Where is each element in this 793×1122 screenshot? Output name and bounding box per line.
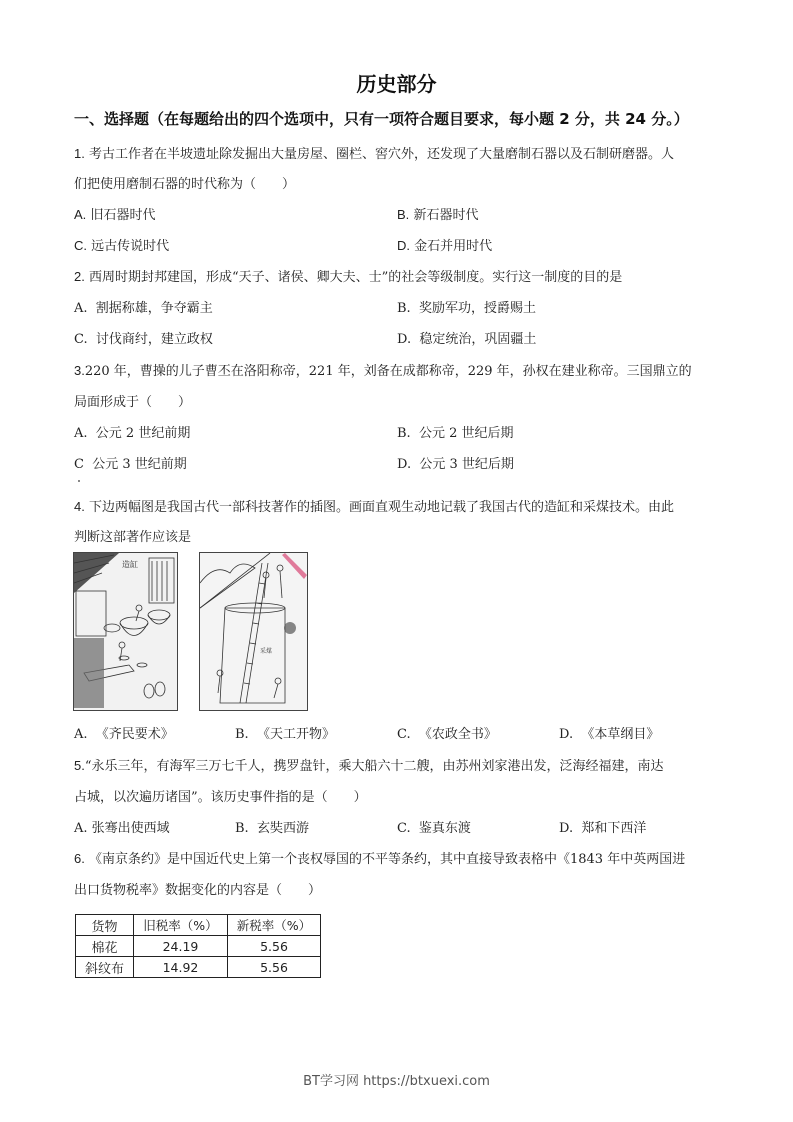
table-header: 货物 — [76, 915, 134, 936]
question-3-line-2: 局面形成于（ ） — [74, 395, 192, 410]
option-d: D. 金石并用时代 — [397, 238, 493, 254]
woodcut-vat-image-icon — [74, 553, 177, 710]
question-1-line-2: 们把使用磨制石器的时代称为（ ） — [74, 177, 296, 192]
table-cell: 24.19 — [134, 936, 228, 957]
table-cell: 14.92 — [134, 957, 228, 978]
option-b: B. 《天工开物》 — [235, 727, 335, 742]
question-6-line-2: 出口货物税率》数据变化的内容是（ ） — [74, 883, 322, 898]
option-c: C. 《农政全书》 — [397, 727, 497, 742]
option-a: A. 公元 2 世纪前期 — [74, 426, 191, 441]
option-b: B. 奖励军功，授爵赐土 — [397, 301, 536, 316]
option-d: D. 郑和下西洋 — [559, 821, 647, 836]
option-c: C. 讨伐商纣，建立政权 — [74, 332, 213, 347]
section-heading: 一、选择题（在每题给出的四个选项中，只有一项符合题目要求，每小题 2 分，共 24 分。） — [74, 110, 689, 128]
option-d: D. 《本草纲目》 — [559, 727, 660, 742]
option-a: A. 《齐民要术》 — [74, 727, 174, 742]
option-a: A. 张骞出使西域 — [74, 821, 170, 836]
option-c: C. 鉴真东渡 — [397, 821, 471, 836]
question-6-line-1 — [74, 848, 685, 867]
table-header-row — [76, 915, 321, 936]
page-title: 历史部分 — [356, 72, 437, 96]
table-row — [76, 957, 321, 978]
option-d: D. 公元 3 世纪后期 — [397, 457, 514, 472]
question-number: 6. — [74, 851, 85, 866]
question-number: 5. — [74, 758, 85, 773]
option-c: C 公元 3 世纪前期 — [74, 457, 187, 472]
question-1-line-1 — [74, 143, 674, 162]
option-b: B. 新石器时代 — [397, 207, 479, 223]
tax-rate-table — [75, 914, 321, 978]
question-3-line-1 — [74, 360, 692, 379]
table-header: 旧税率（%） — [134, 915, 228, 936]
caption-vat: 造缸 — [122, 560, 138, 569]
table-cell: 斜纹布 — [76, 957, 134, 978]
table-cell: 棉花 — [76, 936, 134, 957]
option-b: B. 公元 2 世纪后期 — [397, 426, 514, 441]
illustration-vat-making — [73, 552, 178, 711]
question-number: 1. — [74, 146, 85, 161]
table-cell: 5.56 — [228, 957, 321, 978]
table-cell: 5.56 — [228, 936, 321, 957]
question-number: 2. — [74, 269, 85, 284]
question-text: 西周时期封邦建国，形成“天子、诸侯、卿大夫、士”的社会等级制度。实行这一制度的目的是 — [88, 270, 623, 285]
question-5-line-1 — [74, 755, 664, 774]
illustration-coal-mining — [199, 552, 308, 711]
question-4-line-2: 判断这部著作应该是 — [74, 530, 192, 545]
question-text: 《南京条约》是中国近代史上第一个丧权辱国的不平等条约，其中直接导致表格中《1843 年中英两国进 — [88, 852, 686, 867]
table-header: 新税率（%） — [228, 915, 321, 936]
question-text: “永乐三年，有海军三万七千人，携罗盘针，乘大船六十二艘，由苏州刘家港出发，泛海经福建，南达 — [84, 759, 664, 774]
question-number: 3. — [74, 363, 85, 378]
question-2-line-1 — [74, 266, 622, 285]
question-4-line-1 — [74, 496, 674, 515]
table-row — [76, 936, 321, 957]
option-a: A. 割据称雄，争夺霸主 — [74, 301, 213, 316]
question-5-line-2: 占城，以次遍历诸国”。该历史事件指的是（ ） — [74, 790, 367, 805]
caption-mining: 采煤 — [260, 648, 273, 655]
question-number: 4. — [74, 499, 85, 514]
question-text: 220 年，曹操的儿子曹丕在洛阳称帝，221 年，刘备在成都称帝，229 年，孙权在建业称帝。三国鼎立的 — [84, 364, 692, 379]
option-b: B. 玄奘西游 — [235, 821, 309, 836]
option-a: A. 旧石器时代 — [74, 207, 156, 223]
question-text: 下边两幅图是我国古代一部科技著作的插图。画面直观生动地记载了我国古代的造缸和采煤技术。由此 — [88, 500, 674, 515]
option-c: C. 远古传说时代 — [74, 238, 170, 254]
option-d: D. 稳定统治，巩固疆土 — [397, 332, 537, 347]
question-text: 考古工作者在半坡遗址除发掘出大量房屋、圈栏、窖穴外，还发现了大量磨制石器以及石制研磨器。人 — [88, 147, 674, 162]
woodcut-mining-image-icon — [200, 553, 307, 710]
footer-watermark: BT学习网 https://btxuexi.com — [303, 1074, 490, 1089]
stray-mark — [78, 480, 80, 482]
